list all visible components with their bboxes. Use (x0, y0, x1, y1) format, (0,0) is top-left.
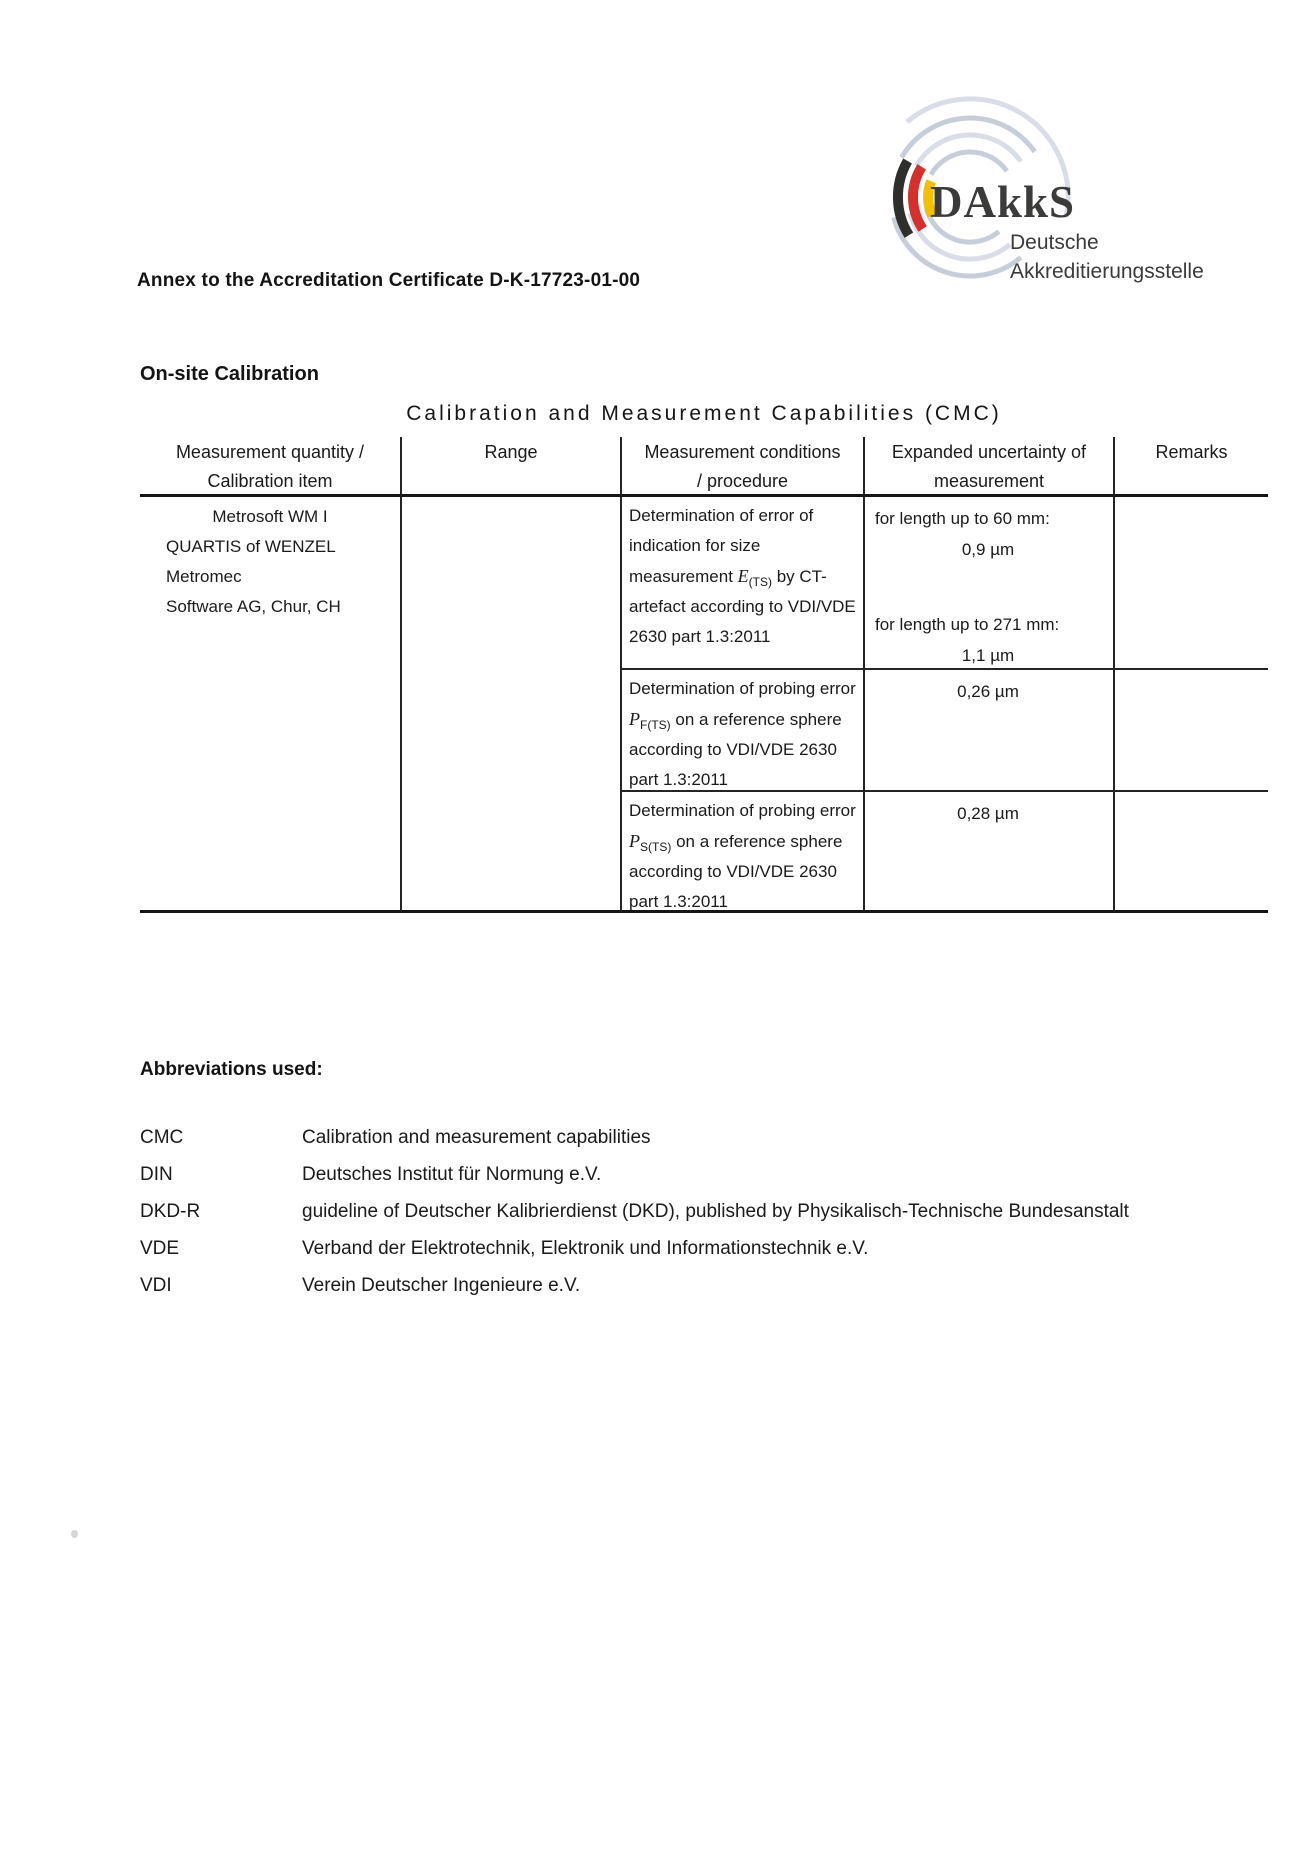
conditions-text: by CT-artefact according to VDI/VDE 2630 part 1.3:2011 (629, 567, 856, 646)
uncertainty-entry (875, 609, 1101, 671)
abbreviations-heading: Abbreviations used: (140, 1059, 323, 1080)
uncertainty-condition: for length up to 271 mm: (875, 615, 1060, 634)
quantity-line: Metrosoft WM I (212, 507, 328, 526)
abbreviation-term: DIN (140, 1164, 173, 1185)
uncertainty-entry (875, 676, 1101, 707)
abbreviation-term: DKD-R (140, 1201, 201, 1222)
symbol-E-TS: $E_{(TS)}$ (737, 566, 772, 589)
quantity-item-cell (140, 497, 402, 913)
uncertainty-entry (875, 503, 1101, 565)
col-header-line: / procedure (696, 471, 789, 491)
abbreviation-definition: Calibration and measurement capabilities (302, 1127, 651, 1148)
quantity-line: Software AG, Chur, CH (166, 597, 341, 616)
annex-title: Annex to the Accreditation Certificate D-K-17723-01-00 (137, 270, 641, 291)
conditions-text: Determination of error of indication for size measurement (629, 506, 814, 586)
dakks-logo (845, 95, 1225, 295)
abbreviations-list (140, 1119, 1150, 1304)
logo-subtitle-line2: Akkreditierungsstelle (1010, 260, 1204, 283)
abbreviation-definition: guideline of Deutscher Kalibrierdienst (DKD), published by Physikalisch-Technische Bundesanstalt (302, 1201, 1129, 1222)
range-cell (402, 497, 622, 913)
ripple-arc (931, 152, 1007, 175)
abbreviation-item (140, 1230, 1150, 1267)
col-header-remarks (1115, 437, 1268, 497)
flag-stripe-red (913, 167, 923, 229)
symbol-P-S-TS: $P_{S(TS)}$ (629, 831, 672, 854)
abbreviation-term: VDE (140, 1238, 180, 1259)
abbreviation-definition: Verband der Elektrotechnik, Elektronik und Informationstechnik e.V. (302, 1238, 869, 1259)
uncertainty-cell-row2 (865, 670, 1115, 792)
flag-stripes (898, 161, 932, 235)
cmc-table (140, 437, 1268, 913)
col-header-line: Range (484, 442, 538, 462)
uncertainty-value: 0,28 µm (957, 804, 1019, 823)
quantity-line: QUARTIS of WENZEL (166, 537, 336, 556)
dakks-wordmark: DAkkS (930, 177, 1076, 227)
abbreviation-definition: Deutsches Institut für Normung e.V. (302, 1164, 602, 1185)
col-header-quantity (140, 437, 402, 497)
abbreviation-term: CMC (140, 1127, 184, 1148)
uncertainty-entry (875, 798, 1101, 829)
conditions-cell-row1 (622, 497, 865, 670)
col-header-line: Expanded uncertainty of (891, 442, 1087, 462)
remarks-cell-row2 (1115, 670, 1268, 792)
conditions-text: Determination of probing error (629, 801, 856, 820)
abbreviation-item (140, 1119, 1150, 1156)
conditions-text: on a reference sphere according to VDI/VDE 2630 part 1.3:2011 (629, 832, 843, 911)
abbreviation-item (140, 1156, 1150, 1193)
uncertainty-value: 0,26 µm (957, 682, 1019, 701)
cmc-table-title: Calibration and Measurement Capabilities (CMC) (406, 402, 1002, 425)
conditions-text: Determination of probing error (629, 679, 856, 698)
conditions-text: on a reference sphere according to VDI/VDE 2630 part 1.3:2011 (629, 710, 842, 789)
logo-subtitle-line1: Deutsche (1010, 231, 1099, 254)
uncertainty-condition: for length up to 60 mm: (875, 509, 1050, 528)
abbreviation-item (140, 1193, 1150, 1230)
uncertainty-cell-row1 (865, 497, 1115, 670)
col-header-line: Measurement conditions (644, 442, 841, 462)
conditions-cell-row2 (622, 670, 865, 792)
section-title: On-site Calibration (140, 363, 319, 385)
col-header-conditions (622, 437, 865, 497)
col-header-line: Remarks (1155, 442, 1228, 462)
uncertainty-value: 0,9 µm (961, 540, 1015, 559)
abbreviation-definition: Verein Deutscher Ingenieure e.V. (302, 1275, 581, 1296)
col-header-line: Calibration item (207, 471, 333, 491)
conditions-cell-row3 (622, 792, 865, 913)
col-header-line: Measurement quantity / (175, 442, 365, 462)
col-header-range (402, 437, 622, 497)
flag-stripe-black (898, 161, 909, 235)
remarks-cell-row1 (1115, 497, 1268, 670)
abbreviation-item (140, 1267, 1150, 1304)
remarks-cell-row3 (1115, 792, 1268, 913)
scan-artifact-dot (71, 1530, 78, 1538)
symbol-P-F-TS: $P_{F(TS)}$ (629, 709, 671, 732)
quantity-line: Metromec (166, 567, 242, 586)
uncertainty-value: 1,1 µm (961, 646, 1015, 665)
col-header-uncertainty (865, 437, 1115, 497)
col-header-line: measurement (933, 471, 1045, 491)
abbreviation-term: VDI (140, 1275, 172, 1296)
uncertainty-cell-row3 (865, 792, 1115, 913)
dakks-logo-graphic (845, 95, 1225, 295)
